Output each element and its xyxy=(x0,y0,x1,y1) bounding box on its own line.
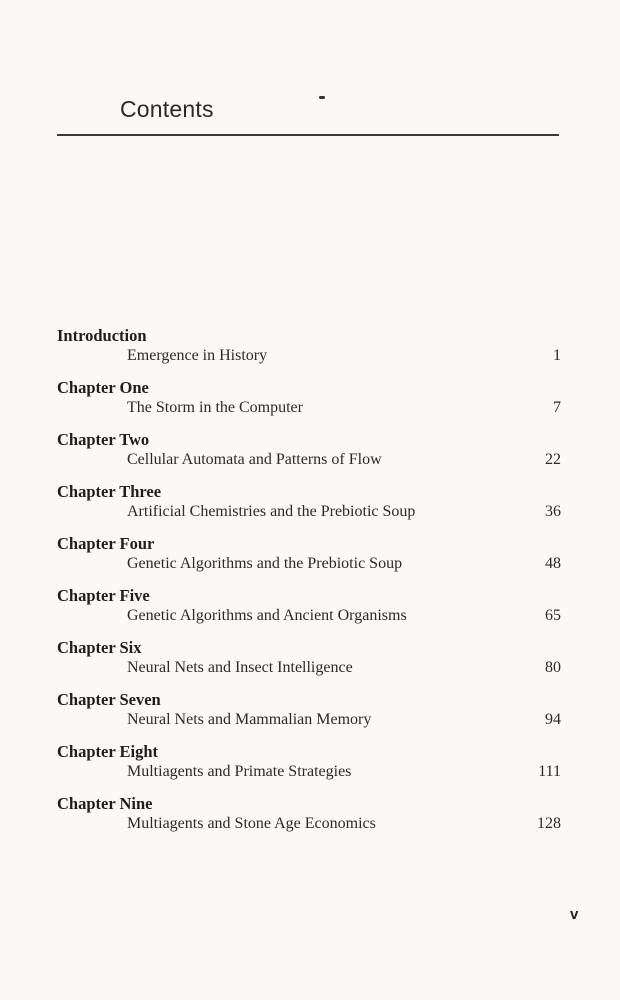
toc-entry-chapter-three xyxy=(0,482,620,534)
page-number: 111 xyxy=(538,763,561,780)
chapter-label: Chapter One xyxy=(57,378,149,397)
toc-entry-chapter-five xyxy=(0,586,620,638)
page-number: 22 xyxy=(545,451,561,468)
chapter-title: Cellular Automata and Patterns of Flow xyxy=(127,451,382,468)
chapter-title: Multiagents and Stone Age Economics xyxy=(127,815,376,832)
toc-entry-introduction xyxy=(0,326,620,378)
chapter-label: Chapter Five xyxy=(57,586,150,605)
page-number: 48 xyxy=(545,555,561,572)
ink-speck xyxy=(319,96,325,99)
page-number: 80 xyxy=(545,659,561,676)
page-number: 7 xyxy=(553,399,561,416)
chapter-label: Chapter Six xyxy=(57,638,142,657)
toc-entry-chapter-six xyxy=(0,638,620,690)
chapter-title: Artificial Chemistries and the Prebiotic Soup xyxy=(127,503,416,520)
page-title: Contents xyxy=(120,96,214,122)
table-of-contents xyxy=(0,326,620,846)
chapter-label: Chapter Four xyxy=(57,534,155,553)
toc-entry-chapter-one xyxy=(0,378,620,430)
folio-page-number: v xyxy=(570,906,579,923)
chapter-title: Genetic Algorithms and Ancient Organisms xyxy=(127,607,407,624)
chapter-title: Genetic Algorithms and the Prebiotic Soup xyxy=(127,555,403,572)
chapter-label: Chapter Nine xyxy=(57,794,153,813)
toc-entry-chapter-seven xyxy=(0,690,620,742)
title-rule xyxy=(57,134,559,136)
chapter-label: Chapter Eight xyxy=(57,742,158,761)
chapter-title: Neural Nets and Insect Intelligence xyxy=(127,659,353,676)
page-number: 65 xyxy=(545,607,561,624)
chapter-label: Introduction xyxy=(57,326,147,345)
chapter-title: The Storm in the Computer xyxy=(127,399,303,416)
chapter-title: Multiagents and Primate Strategies xyxy=(127,763,352,780)
toc-entry-chapter-nine xyxy=(0,794,620,846)
chapter-title: Neural Nets and Mammalian Memory xyxy=(127,711,372,728)
chapter-label: Chapter Two xyxy=(57,430,150,449)
page-number: 36 xyxy=(545,503,561,520)
chapter-label: Chapter Three xyxy=(57,482,162,501)
chapter-label: Chapter Seven xyxy=(57,690,161,709)
toc-entry-chapter-eight xyxy=(0,742,620,794)
page-number: 128 xyxy=(537,815,561,832)
page-number: 1 xyxy=(553,347,561,364)
chapter-title: Emergence in History xyxy=(127,347,268,364)
toc-entry-chapter-four xyxy=(0,534,620,586)
page-number: 94 xyxy=(545,711,561,728)
toc-entry-chapter-two xyxy=(0,430,620,482)
